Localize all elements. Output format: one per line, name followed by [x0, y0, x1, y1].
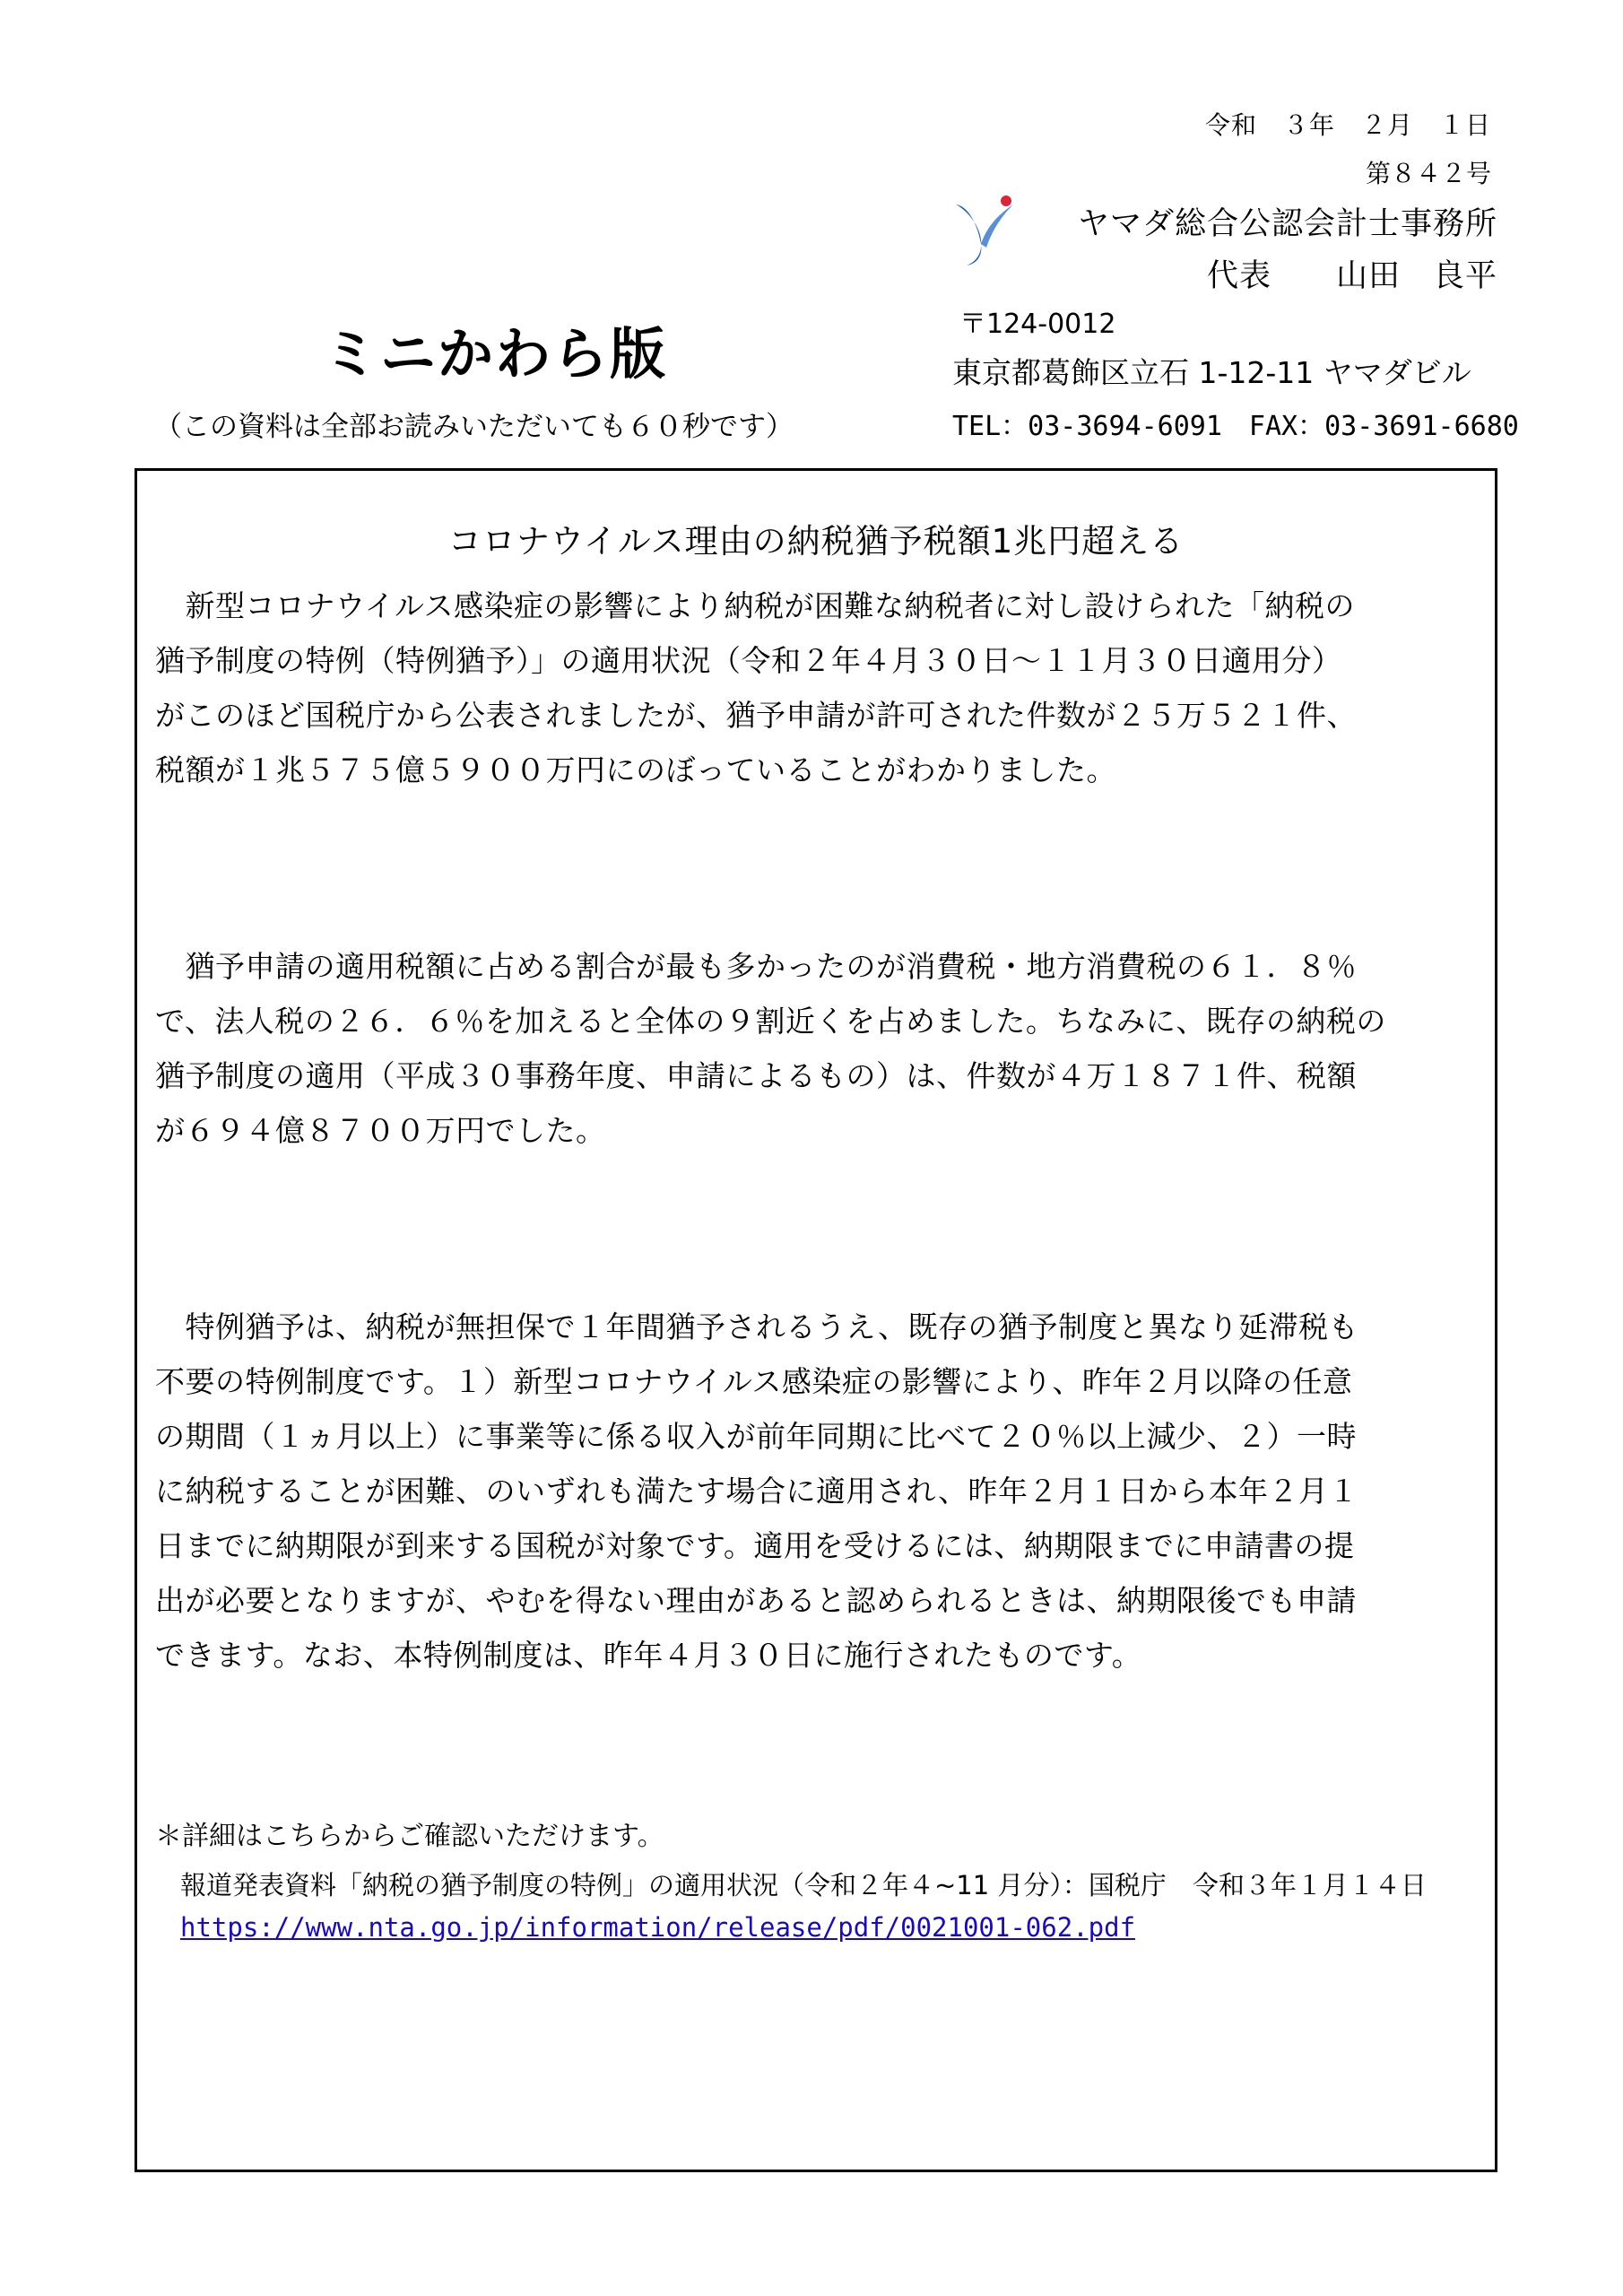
paragraph-line: 特例猶予は、納税が無担保で１年間猶予されるうえ、既存の猶予制度と異なり延滞税も	[155, 1309, 1358, 1344]
paragraph-line: 新型コロナウイルス感染症の影響により納税が困難な納税者に対し設けられた「納税の	[155, 588, 1356, 623]
paragraph-line: 猶予申請の適用税額に占める割合が最も多かったのが消費税・地方消費税の６１．８％	[155, 949, 1357, 984]
paragraph-2	[155, 939, 1482, 1158]
issue-number: 第８４２号	[1365, 159, 1491, 188]
paragraph-line: 税額が１兆５７５億５９００万円にのぼっていることがわかりました。	[155, 752, 1116, 787]
paragraph-line: が６９４億８７００万円でした。	[155, 1113, 606, 1148]
paragraph-line: で、法人税の２６．６％を加えると全体の９割近くを占めました。ちなみに、既存の納税の	[155, 1004, 1386, 1039]
paragraph-1	[155, 578, 1482, 797]
article-title: コロナウイルス理由の納税猶予税額1兆円超える	[447, 522, 1185, 561]
paragraph-line: 猶予制度の特例（特例猶予）」の適用状況（令和２年４月３０日～１１月３０日適用分）	[155, 643, 1342, 678]
firm-name: ヤマダ総合公認会計士事務所	[1077, 206, 1497, 242]
tel-fax: TEL：03-3694-6091 FAX：03-3691-6680	[952, 411, 1519, 442]
read-time-note: （この資料は全部お読みいただいても６０秒です）	[154, 411, 794, 443]
representative-name: 代表 山田 良平	[1206, 258, 1497, 294]
paragraph-line: 出が必要となりますが、やむを得ない理由があると認められるときは、納期限後でも申請	[155, 1583, 1357, 1618]
reference-citation: 報道発表資料「納税の猶予制度の特例」の適用状況（令和２年４~11 月分）：国税庁 令和３年１月１４日	[180, 1870, 1427, 1900]
issue-date: 令和 ３年 ２月 １日	[1204, 110, 1491, 140]
reference-link[interactable]: https://www.nta.go.jp/information/release/pdf/0021001-062.pdf	[180, 1912, 1136, 1943]
article-box	[135, 468, 1497, 2172]
paragraph-line: できます。なお、本特例制度は、昨年４月３０日に施行されたものです。	[155, 1638, 1142, 1673]
paragraph-line: 日までに納期限が到来する国税が対象です。適用を受けるには、納期限までに申請書の提	[155, 1528, 1355, 1563]
paragraph-line: に納税することが困難、のいずれも満たす場合に適用され、昨年２月１日から本年２月１	[155, 1474, 1358, 1509]
paragraph-line: の期間（１ヵ月以上）に事業等に係る収入が前年同期に比べて２０％以上減少、２）一時	[155, 1419, 1357, 1454]
paragraph-3	[155, 1300, 1482, 1683]
paragraph-line: 猶予制度の適用（平成３０事務年度、申請によるもの）は、件数が４万１８７１件、税額	[155, 1058, 1357, 1093]
firm-logo-icon	[950, 188, 1022, 269]
details-note: ＊詳細はこちらからご確認いただけます。	[155, 1821, 664, 1852]
postal-code: 〒124-0012	[959, 309, 1116, 340]
paragraph-line: がこのほど国税庁から公表されましたが、猶予申請が許可された件数が２５万５２１件、	[155, 698, 1357, 733]
firm-address: 東京都葛飾区立石 1-12-11 ヤマダビル	[952, 355, 1471, 390]
newsletter-title: ミニかわら版	[323, 321, 668, 387]
paragraph-line: 不要の特例制度です。１）新型コロナウイルス感染症の影響により、昨年２月以降の任意	[155, 1364, 1353, 1399]
